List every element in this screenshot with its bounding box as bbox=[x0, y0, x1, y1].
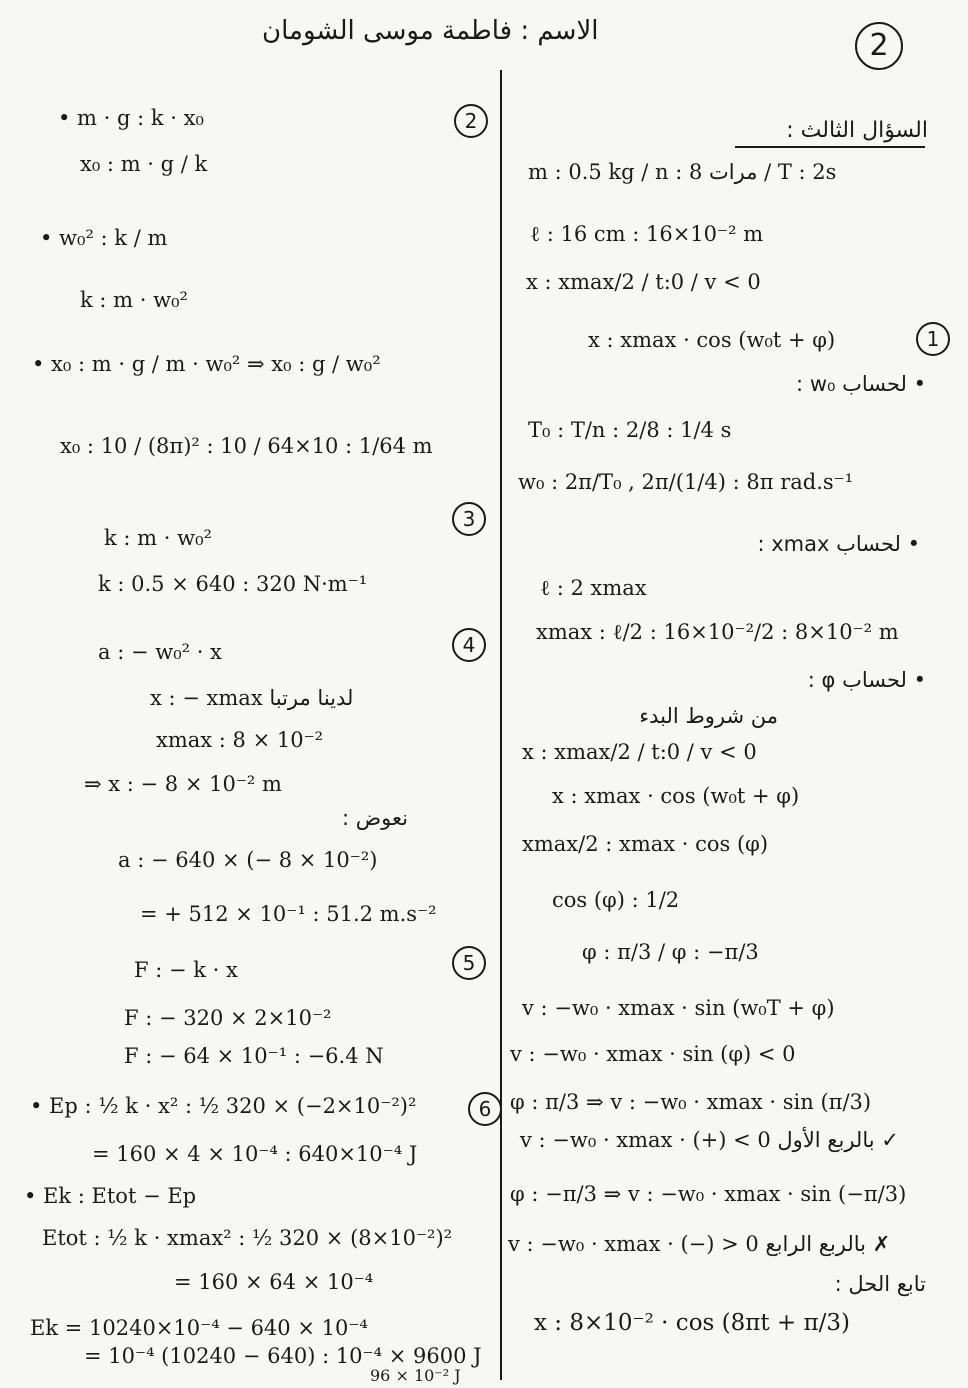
student-name-heading: الاسم : فاطمة موسى الشومان bbox=[262, 16, 599, 46]
k-formula: k : m · w₀² bbox=[80, 288, 188, 312]
x-value: ⇒ x : − 8 × 10⁻² m bbox=[84, 772, 282, 796]
section-4-circle: 4 bbox=[452, 628, 486, 662]
total-energy-formula: Etot : ½ k · xmax² : ½ 320 × (8×10⁻²)² bbox=[42, 1226, 453, 1250]
compute-phi-heading: • لحساب φ : bbox=[807, 668, 926, 692]
equilibrium-equation: • m · g : k · x₀ bbox=[58, 106, 204, 130]
substitute-note: نعوض : bbox=[342, 806, 408, 830]
potential-energy-result: = 160 × 4 × 10⁻⁴ : 640×10⁻⁴ J bbox=[92, 1142, 418, 1166]
question-title: السؤال الثالث : bbox=[786, 118, 928, 143]
initial-condition-line: x : xmax/2 / t:0 / v < 0 bbox=[526, 270, 761, 294]
initial-conditions-note: من شروط البدء bbox=[639, 704, 778, 728]
velocity-equation: v : −w₀ · xmax · sin (w₀T + φ) bbox=[522, 996, 835, 1020]
section-3-circle: 3 bbox=[452, 502, 486, 536]
xmax-value: xmax : 8 × 10⁻² bbox=[156, 728, 324, 752]
compute-xmax-heading: • لحساب xmax : bbox=[757, 532, 920, 556]
total-energy-result: = 160 × 64 × 10⁻⁴ bbox=[174, 1270, 374, 1294]
x0-numeric: x₀ : 10 / (8π)² : 10 / 64×10 : 1/64 m bbox=[60, 434, 433, 458]
length-relation: ℓ : 2 xmax bbox=[540, 576, 647, 600]
column-divider bbox=[500, 70, 502, 1380]
acceleration-substitution: a : − 640 × (− 8 × 10⁻²) bbox=[118, 848, 378, 872]
acceleration-formula: a : − w₀² · x bbox=[98, 640, 222, 664]
k-value: k : 0.5 × 640 : 320 N·m⁻¹ bbox=[98, 572, 368, 596]
substitution-line: xmax/2 : xmax · cos (φ) bbox=[522, 832, 769, 856]
acceleration-result: = + 512 × 10⁻¹ : 51.2 m.s⁻² bbox=[140, 902, 437, 926]
section-5-circle: 5 bbox=[452, 946, 486, 980]
first-quadrant-check: v : −w₀ · xmax · (+) < 0 بالربع الأول ✓ bbox=[520, 1128, 899, 1152]
x-equals-neg-xmax: x : − xmax لدينا مرتبا bbox=[150, 686, 354, 710]
section-2-circle: 2 bbox=[454, 104, 488, 138]
phi-negative-check: φ : −π/3 ⇒ v : −w₀ · xmax · sin (−π/3) bbox=[510, 1182, 907, 1206]
kinetic-energy-subtraction: Ek = 10240×10⁻⁴ − 640 × 10⁻⁴ bbox=[30, 1316, 368, 1340]
compute-w0-heading: • لحساب w₀ : bbox=[796, 372, 926, 396]
force-formula: F : − k · x bbox=[134, 958, 238, 982]
position-equation-repeat: x : xmax · cos (w₀t + φ) bbox=[552, 784, 800, 808]
k-formula-repeat: k : m · w₀² bbox=[104, 526, 212, 550]
position-equation: x : xmax · cos (w₀t + φ) bbox=[588, 328, 836, 352]
final-solution: x : 8×10⁻² · cos (8πt + π/3) bbox=[534, 1310, 850, 1336]
kinetic-energy-result: = 10⁻⁴ (10240 − 640) : 10⁻⁴ × 9600 J bbox=[84, 1344, 482, 1368]
kinetic-energy-final: 96 × 10⁻² J bbox=[370, 1366, 461, 1385]
solution-function-heading: تابع الحل : bbox=[834, 1272, 926, 1296]
step-1-circle: 1 bbox=[916, 322, 950, 356]
period-calc: T₀ : T/n : 2/8 : 1/4 s bbox=[528, 418, 732, 442]
phi-positive-check: φ : π/3 ⇒ v : −w₀ · xmax · sin (π/3) bbox=[510, 1090, 872, 1114]
force-result: F : − 64 × 10⁻¹ : −6.4 N bbox=[124, 1044, 384, 1068]
phi-solutions: φ : π/3 / φ : −π/3 bbox=[582, 940, 759, 964]
x0-derivation: • x₀ : m · g / m · w₀² ⇒ x₀ : g / w₀² bbox=[32, 352, 381, 376]
initial-condition-repeat: x : xmax/2 / t:0 / v < 0 bbox=[522, 740, 757, 764]
omega-calc: w₀ : 2π/T₀ , 2π/(1/4) : 8π rad.s⁻¹ bbox=[518, 470, 854, 494]
force-substitution: F : − 320 × 2×10⁻² bbox=[124, 1006, 332, 1030]
fourth-quadrant-check: v : −w₀ · xmax · (−) > 0 بالربع الرابع ✗ bbox=[508, 1232, 891, 1256]
x0-formula: x₀ : m · g / k bbox=[80, 152, 208, 176]
omega-squared: • w₀² : k / m bbox=[40, 226, 168, 250]
velocity-initial: v : −w₀ · xmax · sin (φ) < 0 bbox=[510, 1042, 796, 1066]
length-line: ℓ : 16 cm : 16×10⁻² m bbox=[530, 222, 764, 246]
cosine-result: cos (φ) : 1/2 bbox=[552, 888, 680, 912]
page-number: 2 bbox=[855, 22, 903, 70]
kinetic-energy-formula: • Ek : Etot − Ep bbox=[24, 1184, 197, 1208]
xmax-calc: xmax : ℓ/2 : 16×10⁻²/2 : 8×10⁻² m bbox=[536, 620, 899, 644]
section-6-circle: 6 bbox=[468, 1092, 502, 1126]
title-underline bbox=[735, 146, 925, 148]
given-data-line: m : 0.5 kg / n : 8 مرات / T : 2s bbox=[528, 160, 837, 184]
potential-energy-formula: • Ep : ½ k · x² : ½ 320 × (−2×10⁻²)² bbox=[30, 1094, 417, 1118]
